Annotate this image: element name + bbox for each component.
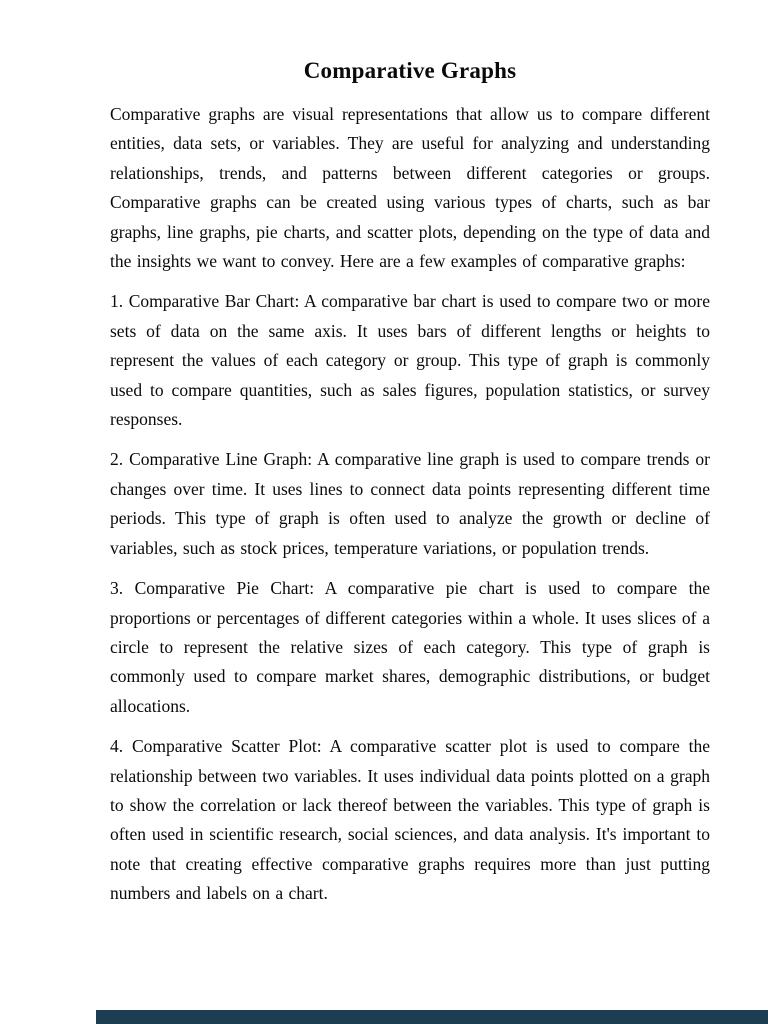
- paragraph-comparative-pie-chart: 3. Comparative Pie Chart: A comparative pie chart is used to compare the proportions or percentages of different categories within a whole. It uses slices of a circle to represent the relative sizes of each category. This type of graph is commonly used to compare market shares, demographic distributions, or budget allocations.: [110, 578, 710, 716]
- paragraph-comparative-scatter-plot: 4. Comparative Scatter Plot: A comparative scatter plot is used to compare the relationship between two variables. It uses individual data points plotted on a graph to show the correlation or lack thereof between the variables. This type of graph is often used in scientific research, social sciences, and data analysis. It's important to note that creating effective comparative graphs requires more than just putting numbers and labels on a chart.: [110, 736, 710, 904]
- next-page-top-edge: [96, 1010, 768, 1024]
- document-title: Comparative Graphs: [303, 58, 517, 83]
- paragraph-comparative-line-graph: 2. Comparative Line Graph: A comparative line graph is used to compare trends or changes over time. It uses lines to connect data points representing different time periods. This type of graph is often used to analyze the growth or decline of variables, such as stock prices, temperature variations, or population trends.: [110, 449, 710, 558]
- paragraph-comparative-bar-chart: 1. Comparative Bar Chart: A comparative bar chart is used to compare two or more sets of data on the same axis. It uses bars of different lengths or heights to represent the values of each category or group. This type of graph is commonly used to compare quantities, such as sales figures, population statistics, or survey responses.: [110, 291, 710, 430]
- intro-paragraph: Comparative graphs are visual representations that allow us to compare different entities, data sets, or variables. They are useful for analyzing and understanding relationships, trends, and patterns between different categories or groups. Comparative graphs can be created using various types of charts, such as bar graphs, line graphs, pie charts, and scatter plots, depending on the type of data and the insights we want to convey. Here are a few examples of comparative graphs:: [110, 104, 710, 272]
